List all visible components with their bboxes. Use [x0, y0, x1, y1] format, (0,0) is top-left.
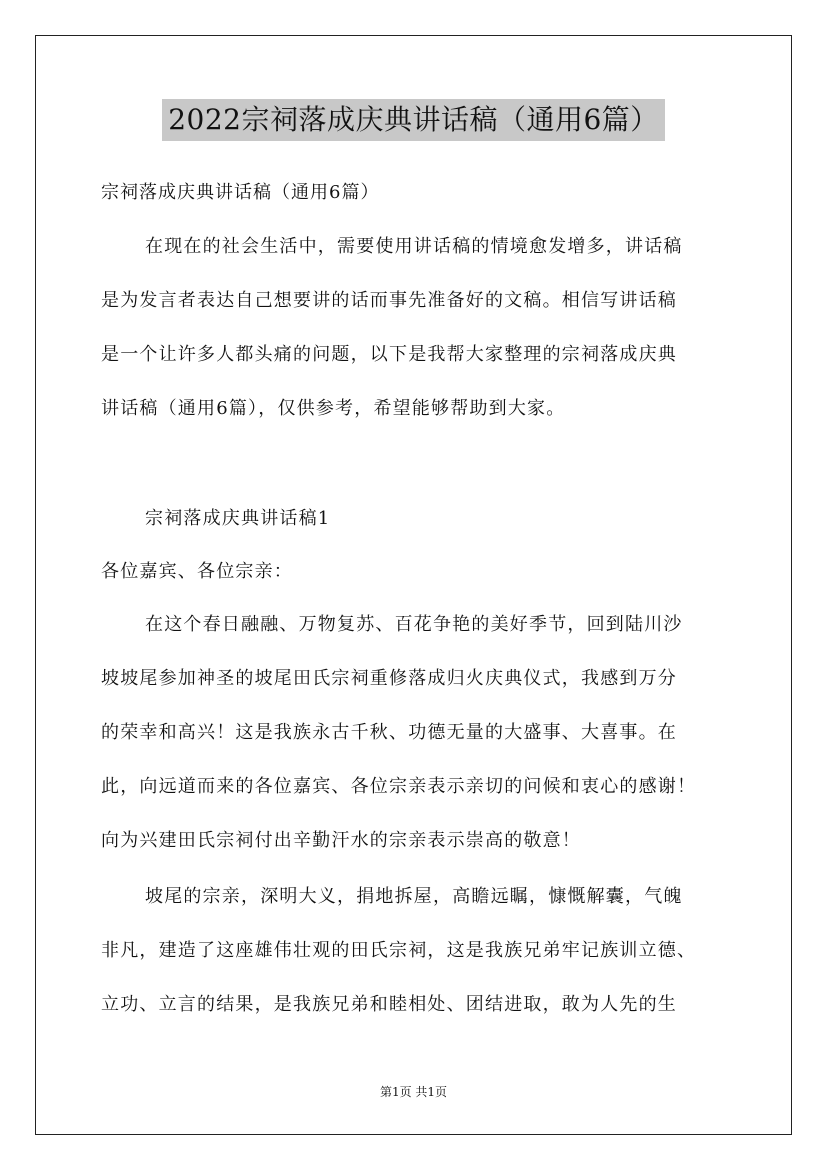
paragraph-2 — [101, 870, 741, 1032]
text-line: 向为兴建田氏宗祠付出辛勤汗水的宗亲表示崇高的敬意！ — [101, 830, 581, 851]
salutation: 各位嘉宾、各位宗亲： — [101, 561, 293, 582]
salutation-block — [101, 545, 741, 599]
text-line: 讲话稿（通用6篇），仅供参考，希望能够帮助到大家。 — [101, 398, 566, 419]
text-line: 在现在的社会生活中，需要使用讲话稿的情境愈发增多，讲话稿 — [145, 236, 683, 257]
page-footer: 第1页 共1页 — [379, 1085, 448, 1099]
text-line: 坡尾的宗亲，深明大义，捐地拆屋，高瞻远瞩，慷慨解囊，气魄 — [145, 886, 683, 907]
title-container — [0, 99, 827, 141]
text-line: 在这个春日融融、万物复苏、百花争艳的美好季节，回到陆川沙 — [145, 614, 683, 635]
text-line: 的荣幸和高兴！这是我族永古千秋、功德无量的大盛事、大喜事。在 — [101, 722, 677, 743]
text-line: 此，向远道而来的各位嘉宾、各位宗亲表示亲切的问候和衷心的感谢！ — [101, 776, 697, 797]
paragraph-1 — [101, 598, 741, 868]
text-line: 非凡，建造了这座雄伟壮观的田氏宗祠，这是我族兄弟牢记族训立德、 — [101, 940, 697, 961]
text-line: 立功、立言的结果，是我族兄弟和睦相处、团结进取，敢为人先的生 — [101, 994, 677, 1015]
text-line: 坡坡尾参加神圣的坡尾田氏宗祠重修落成归火庆典仪式，我感到万分 — [101, 668, 677, 689]
intro-paragraph — [101, 220, 741, 436]
section-heading: 宗祠落成庆典讲话稿1 — [145, 508, 331, 529]
text-line: 是一个让许多人都头痛的问题，以下是我帮大家整理的宗祠落成庆典 — [101, 344, 677, 365]
document-title: 2022宗祠落成庆典讲话稿（通用6篇） — [162, 99, 665, 141]
section-heading-block — [101, 492, 741, 546]
document-subtitle: 宗祠落成庆典讲话稿（通用6篇） — [101, 182, 380, 203]
text-line: 是为发言者表达自己想要讲的话而事先准备好的文稿。相信写讲话稿 — [101, 290, 677, 311]
